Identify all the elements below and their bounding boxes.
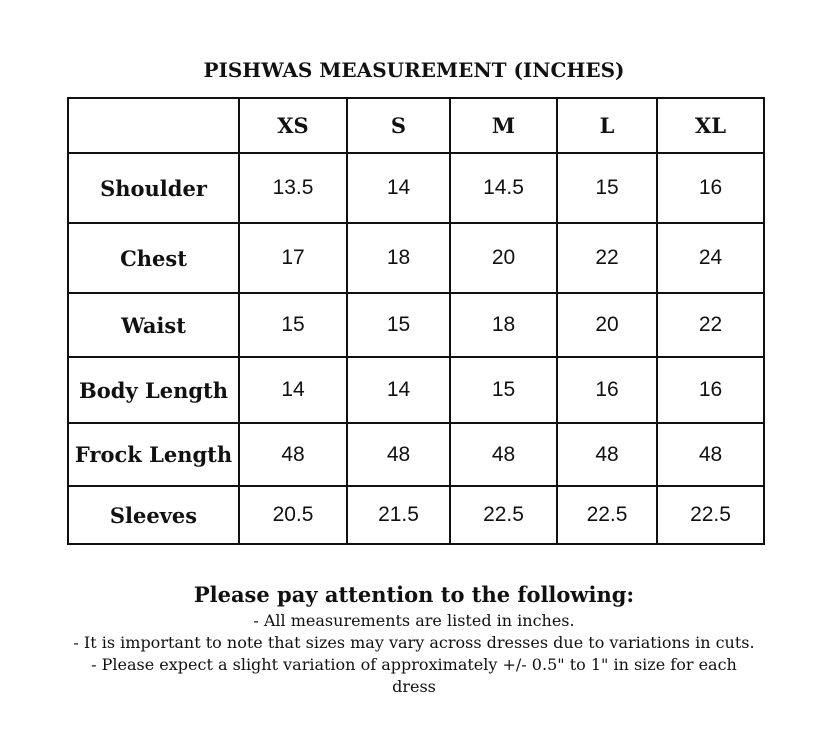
row-label-chest: Chest <box>68 223 239 293</box>
chart-title: PISHWAS MEASUREMENT (INCHES) <box>203 58 625 82</box>
table-cell: 16 <box>557 357 657 423</box>
table-cell: 48 <box>557 423 657 486</box>
table-cell: 14 <box>239 357 347 423</box>
table-cell: 15 <box>239 293 347 357</box>
table-cell: 14 <box>347 357 450 423</box>
table-cell: 18 <box>347 223 450 293</box>
table-cell: 24 <box>657 223 764 293</box>
table-cell: 22.5 <box>657 486 764 544</box>
size-header-l: L <box>557 98 657 153</box>
table-row-chest <box>68 223 764 293</box>
table-cell: 22.5 <box>450 486 557 544</box>
size-header-m: M <box>450 98 557 153</box>
table-cell: 14 <box>347 153 450 223</box>
table-cell: 20.5 <box>239 486 347 544</box>
note-line-tolerance-cont: dress <box>392 677 436 696</box>
row-label-body-length: Body Length <box>68 357 239 423</box>
table-cell: 18 <box>450 293 557 357</box>
row-label-frock-length: Frock Length <box>68 423 239 486</box>
table-row-shoulder <box>68 153 764 223</box>
row-label-shoulder: Shoulder <box>68 153 239 223</box>
size-header-xs: XS <box>239 98 347 153</box>
table-cell: 17 <box>239 223 347 293</box>
row-label-sleeves: Sleeves <box>68 486 239 544</box>
table-row-frock-length <box>68 423 764 486</box>
table-cell: 48 <box>450 423 557 486</box>
table-row-body-length <box>68 357 764 423</box>
table-cell: 22.5 <box>557 486 657 544</box>
measurement-table <box>67 97 765 545</box>
size-header-row <box>68 98 764 153</box>
table-cell: 14.5 <box>450 153 557 223</box>
size-header-s: S <box>347 98 450 153</box>
size-header-xl: XL <box>657 98 764 153</box>
note-line-tolerance: - Please expect a slight variation of approximately +/- 0.5" to 1" in size for each <box>91 655 737 674</box>
table-cell: 48 <box>657 423 764 486</box>
table-cell: 22 <box>657 293 764 357</box>
notes-section <box>0 580 828 698</box>
table-cell: 48 <box>347 423 450 486</box>
table-cell: 15 <box>450 357 557 423</box>
table-row-waist <box>68 293 764 357</box>
table-cell: 20 <box>450 223 557 293</box>
table-cell: 15 <box>347 293 450 357</box>
row-label-waist: Waist <box>68 293 239 357</box>
note-line-units: - All measurements are listed in inches. <box>253 611 575 630</box>
table-cell: 16 <box>657 153 764 223</box>
table-row-sleeves <box>68 486 764 544</box>
table-cell: 15 <box>557 153 657 223</box>
note-line-variation-cuts: - It is important to note that sizes may vary across dresses due to variations in cuts. <box>73 633 755 652</box>
notes-heading: Please pay attention to the following: <box>193 582 635 607</box>
table-cell: 20 <box>557 293 657 357</box>
table-cell: 13.5 <box>239 153 347 223</box>
table-cell: 48 <box>239 423 347 486</box>
corner-cell <box>68 98 239 153</box>
table-cell: 22 <box>557 223 657 293</box>
table-cell: 16 <box>657 357 764 423</box>
table-cell: 21.5 <box>347 486 450 544</box>
